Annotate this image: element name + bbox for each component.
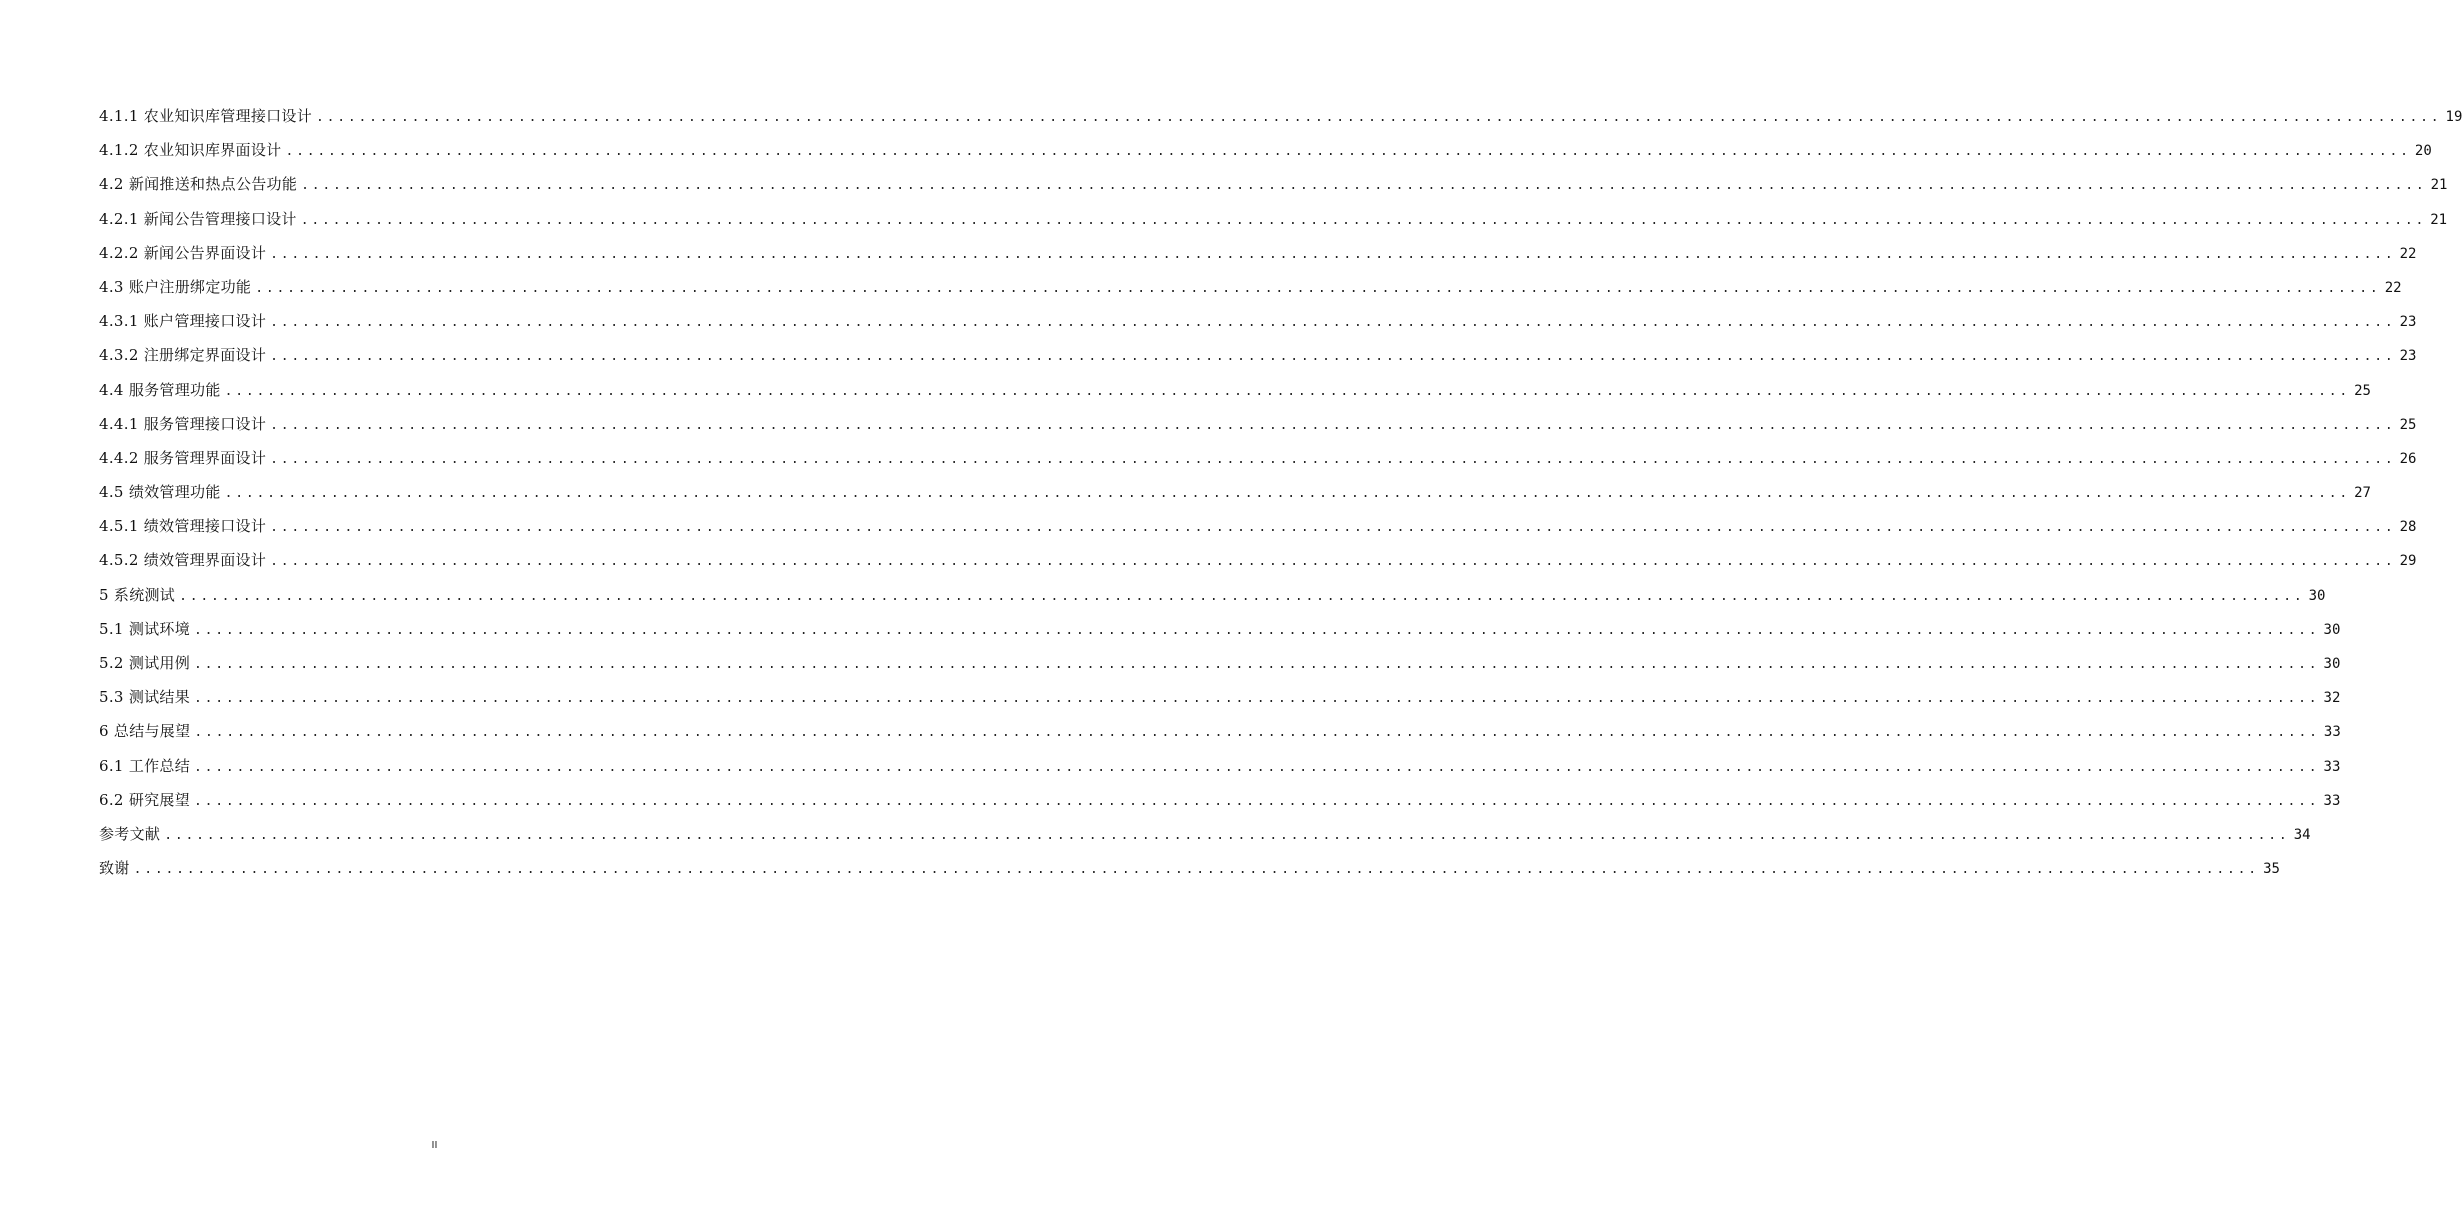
toc-dot-leader: ........................................................................................................................................................................................................ bbox=[164, 827, 2290, 843]
toc-entry-title: 4.5.2 绩效管理界面设计 bbox=[99, 551, 267, 570]
toc-entry-page-number: 32 bbox=[2323, 690, 2341, 707]
toc-entry-title: 5 系统测试 bbox=[99, 585, 176, 604]
toc-entry[interactable] bbox=[99, 578, 2326, 612]
toc-entry-title: 4.4 服务管理功能 bbox=[99, 380, 221, 399]
toc-entry-page-number: 22 bbox=[2384, 279, 2402, 296]
toc-entry[interactable] bbox=[99, 714, 2341, 748]
toc-entry[interactable] bbox=[99, 646, 2341, 680]
toc-entry-title: 5.1 测试环境 bbox=[99, 619, 191, 638]
toc-dot-leader: ........................................................................................................................................................................................................ bbox=[194, 622, 2320, 638]
toc-entry[interactable] bbox=[99, 202, 2448, 236]
toc-entry-page-number: 33 bbox=[2323, 724, 2341, 741]
toc-entry[interactable] bbox=[99, 373, 2371, 407]
toc-entry-page-number: 35 bbox=[2263, 861, 2280, 878]
toc-dot-leader: ........................................................................................................................................................................................................ bbox=[194, 793, 2320, 809]
toc-dot-leader: ........................................................................................................................................................................................................ bbox=[224, 383, 2350, 399]
toc-entry-title: 4.2.2 新闻公告界面设计 bbox=[99, 243, 267, 262]
toc-entry-page-number: 30 bbox=[2308, 587, 2326, 604]
toc-entry[interactable] bbox=[99, 783, 2341, 817]
toc-entry-title: 6 总结与展望 bbox=[99, 722, 191, 741]
toc-dot-leader: ........................................................................................................................................................................................................ bbox=[194, 657, 2320, 672]
toc-entry-title: 4.5 绩效管理功能 bbox=[99, 483, 221, 502]
toc-entry[interactable] bbox=[99, 133, 2432, 167]
toc-entry[interactable] bbox=[99, 612, 2341, 646]
toc-dot-leader: ........................................................................................................................................................................................................ bbox=[255, 280, 2381, 296]
toc-dot-leader: ........................................................................................................................................................................................................ bbox=[270, 417, 2396, 433]
toc-entry[interactable] bbox=[99, 475, 2371, 509]
toc-entry[interactable] bbox=[99, 338, 2417, 372]
toc-entry-title: 4.5.1 绩效管理接口设计 bbox=[99, 517, 267, 536]
toc-entry-page-number: 30 bbox=[2323, 656, 2341, 672]
table-of-contents bbox=[99, 99, 2462, 885]
toc-entry-title: 4.4.1 服务管理接口设计 bbox=[99, 414, 267, 433]
toc-dot-leader: ........................................................................................................................................................................................................ bbox=[301, 178, 2427, 194]
toc-entry-page-number: 22 bbox=[2399, 245, 2417, 262]
toc-entry[interactable] bbox=[99, 270, 2402, 304]
toc-dot-leader: ........................................................................................................................................................................................................ bbox=[194, 759, 2320, 775]
toc-dot-leader: ........................................................................................................................................................................................................ bbox=[270, 520, 2396, 536]
toc-entry-page-number: 26 bbox=[2399, 450, 2417, 467]
toc-entry-title: 4.3.2 注册绑定界面设计 bbox=[99, 346, 267, 365]
toc-entry-page-number: 28 bbox=[2399, 519, 2417, 536]
toc-entry[interactable] bbox=[99, 851, 2280, 885]
toc-entry-page-number: 23 bbox=[2399, 314, 2417, 331]
toc-entry-title: 4.1.2 农业知识库界面设计 bbox=[99, 141, 282, 160]
toc-entry-page-number: 21 bbox=[2430, 211, 2448, 228]
toc-dot-leader: ........................................................................................................................................................................................................ bbox=[285, 144, 2411, 160]
toc-dot-leader: ........................................................................................................................................................................................................ bbox=[179, 588, 2305, 604]
toc-entry-page-number: 21 bbox=[2430, 177, 2448, 194]
toc-entry[interactable] bbox=[99, 817, 2311, 851]
toc-dot-leader: ........................................................................................................................................................................................................ bbox=[133, 862, 2259, 878]
toc-entry-title: 4.3.1 账户管理接口设计 bbox=[99, 312, 267, 331]
page-number: II bbox=[431, 1140, 438, 1151]
toc-dot-leader: ........................................................................................................................................................................................................ bbox=[316, 110, 2442, 125]
toc-entry-title: 6.2 研究展望 bbox=[99, 790, 191, 809]
toc-entry[interactable] bbox=[99, 407, 2417, 441]
toc-entry-page-number: 25 bbox=[2354, 382, 2371, 399]
toc-dot-leader: ........................................................................................................................................................................................................ bbox=[194, 691, 2320, 707]
toc-dot-leader: ........................................................................................................................................................................................................ bbox=[194, 725, 2320, 741]
toc-dot-leader: ........................................................................................................................................................................................................ bbox=[270, 315, 2396, 331]
toc-entry-page-number: 20 bbox=[2414, 143, 2432, 160]
toc-entry-page-number: 33 bbox=[2323, 758, 2341, 775]
toc-entry-title: 5.3 测试结果 bbox=[99, 688, 191, 707]
toc-entry-page-number: 33 bbox=[2323, 792, 2341, 809]
toc-entry-title: 参考文献 bbox=[99, 824, 161, 843]
toc-entry-page-number: 23 bbox=[2399, 348, 2417, 365]
toc-dot-leader: ........................................................................................................................................................................................................ bbox=[270, 451, 2396, 467]
toc-entry[interactable] bbox=[99, 749, 2341, 783]
toc-entry[interactable] bbox=[99, 543, 2417, 577]
toc-entry-list bbox=[99, 99, 2462, 885]
toc-entry-title: 4.1.1 农业知识库管理接口设计 bbox=[99, 107, 313, 125]
toc-entry-title: 5.2 测试用例 bbox=[99, 654, 191, 672]
toc-entry-title: 4.2 新闻推送和热点公告功能 bbox=[99, 175, 298, 194]
toc-entry[interactable] bbox=[99, 99, 2462, 133]
toc-entry-page-number: 27 bbox=[2354, 485, 2371, 502]
toc-dot-leader: ........................................................................................................................................................................................................ bbox=[270, 246, 2396, 262]
toc-entry-title: 4.2.1 新闻公告管理接口设计 bbox=[99, 209, 297, 228]
toc-dot-leader: ........................................................................................................................................................................................................ bbox=[270, 554, 2396, 570]
toc-entry[interactable] bbox=[99, 680, 2341, 714]
toc-dot-leader: ........................................................................................................................................................................................................ bbox=[224, 486, 2350, 502]
toc-entry-page-number: 30 bbox=[2323, 621, 2341, 638]
toc-dot-leader: ........................................................................................................................................................................................................ bbox=[270, 349, 2396, 365]
toc-entry[interactable] bbox=[99, 304, 2417, 338]
toc-entry[interactable] bbox=[99, 236, 2417, 270]
toc-entry[interactable] bbox=[99, 509, 2417, 543]
toc-dot-leader: ........................................................................................................................................................................................................ bbox=[300, 212, 2427, 228]
toc-entry-title: 4.4.2 服务管理界面设计 bbox=[99, 448, 267, 467]
toc-entry-title: 4.3 账户注册绑定功能 bbox=[99, 277, 252, 296]
toc-entry-page-number: 34 bbox=[2293, 826, 2311, 843]
toc-entry-title: 致谢 bbox=[99, 859, 130, 878]
toc-entry-page-number: 25 bbox=[2399, 416, 2417, 433]
toc-entry-title: 6.1 工作总结 bbox=[99, 756, 191, 775]
toc-entry-page-number: 29 bbox=[2399, 553, 2417, 570]
toc-entry-page-number: 19 bbox=[2445, 109, 2462, 125]
toc-entry[interactable] bbox=[99, 167, 2448, 201]
toc-entry[interactable] bbox=[99, 441, 2417, 475]
